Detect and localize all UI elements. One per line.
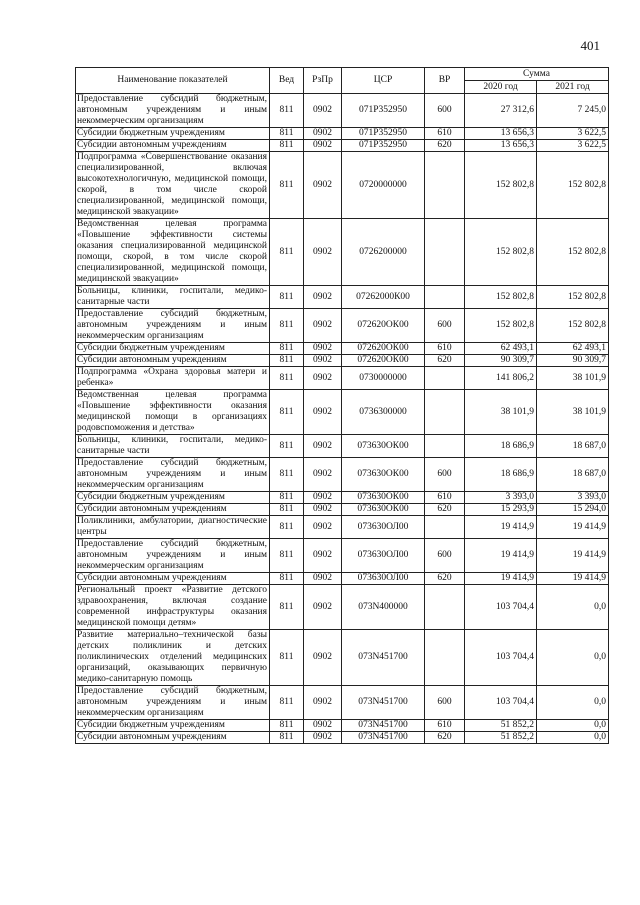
cell-name: Предоставление субсидий бюджетным, автономным учреждениям и иным некоммерческим организациям	[76, 686, 270, 720]
cell-sum-2021: 18 687,0	[537, 458, 609, 492]
table-row	[76, 516, 609, 539]
cell-ved: 811	[270, 504, 304, 516]
cell-name: Субсидии автономным учреждениям	[76, 573, 270, 585]
cell-name: Субсидии автономным учреждениям	[76, 504, 270, 516]
cell-name: Региональный проект «Развитие детского здравоохранения, включая создание современной инфраструктуры оказания медицинской помощи детям»	[76, 585, 270, 630]
table-row	[76, 286, 609, 309]
cell-sum-2020: 90 309,7	[465, 355, 537, 367]
cell-csr: 073N451700	[342, 686, 425, 720]
header-rzpr: РзПр	[304, 68, 342, 94]
table-row	[76, 504, 609, 516]
cell-sum-2020: 62 493,1	[465, 343, 537, 355]
cell-name: Поликлиники, амбулатории, диагностические центры	[76, 516, 270, 539]
header-csr: ЦСР	[342, 68, 425, 94]
cell-ved: 811	[270, 458, 304, 492]
cell-csr: 073N451700	[342, 630, 425, 686]
cell-rzpr: 0902	[304, 219, 342, 286]
table-row	[76, 367, 609, 390]
cell-csr: 072620ОК00	[342, 355, 425, 367]
cell-name: Подпрограмма «Совершенствование оказания специализированной, включая высокотехнологичную, медицинской помощи, скорой, в том числе скорой специализированной, медицинской помощи, медицинской эвакуации»	[76, 152, 270, 219]
header-year-2020: 2020 год	[465, 81, 537, 94]
table-row	[76, 390, 609, 435]
table-row	[76, 720, 609, 732]
cell-vr	[425, 585, 465, 630]
cell-name: Ведомственная целевая программа «Повышение эффективности оказания медицинской помощи в организациях родовспоможения и детства»	[76, 390, 270, 435]
header-sum: Сумма	[465, 68, 609, 81]
table-row	[76, 140, 609, 152]
cell-sum-2021: 152 802,8	[537, 219, 609, 286]
cell-name: Субсидии бюджетным учреждениям	[76, 720, 270, 732]
cell-csr: 073N451700	[342, 732, 425, 744]
cell-sum-2021: 0,0	[537, 630, 609, 686]
cell-sum-2021: 152 802,8	[537, 286, 609, 309]
cell-sum-2021: 18 687,0	[537, 435, 609, 458]
budget-table	[75, 67, 609, 744]
cell-sum-2021: 38 101,9	[537, 390, 609, 435]
cell-name: Предоставление субсидий бюджетным, автономным учреждениям и иным некоммерческим организациям	[76, 309, 270, 343]
cell-rzpr: 0902	[304, 390, 342, 435]
cell-csr: 0736300000	[342, 390, 425, 435]
cell-vr: 620	[425, 355, 465, 367]
cell-ved: 811	[270, 309, 304, 343]
cell-csr: 073630ОЛ00	[342, 573, 425, 585]
table-row	[76, 458, 609, 492]
cell-rzpr: 0902	[304, 458, 342, 492]
cell-sum-2020: 13 656,3	[465, 128, 537, 140]
cell-rzpr: 0902	[304, 94, 342, 128]
cell-vr: 600	[425, 686, 465, 720]
table-row	[76, 219, 609, 286]
cell-rzpr: 0902	[304, 516, 342, 539]
cell-sum-2020: 19 414,9	[465, 539, 537, 573]
cell-rzpr: 0902	[304, 140, 342, 152]
cell-name: Субсидии бюджетным учреждениям	[76, 343, 270, 355]
cell-name: Предоставление субсидий бюджетным, автономным учреждениям и иным некоммерческим организациям	[76, 458, 270, 492]
header-vr: ВР	[425, 68, 465, 94]
cell-rzpr: 0902	[304, 367, 342, 390]
cell-sum-2020: 141 806,2	[465, 367, 537, 390]
cell-csr: 073630ОЛ00	[342, 516, 425, 539]
cell-rzpr: 0902	[304, 152, 342, 219]
cell-rzpr: 0902	[304, 720, 342, 732]
cell-sum-2020: 18 686,9	[465, 435, 537, 458]
cell-vr: 610	[425, 343, 465, 355]
cell-vr	[425, 367, 465, 390]
cell-rzpr: 0902	[304, 286, 342, 309]
cell-rzpr: 0902	[304, 435, 342, 458]
cell-csr: 0726200000	[342, 219, 425, 286]
cell-name: Субсидии автономным учреждениям	[76, 140, 270, 152]
cell-sum-2020: 3 393,0	[465, 492, 537, 504]
cell-sum-2021: 38 101,9	[537, 367, 609, 390]
cell-ved: 811	[270, 516, 304, 539]
cell-ved: 811	[270, 140, 304, 152]
cell-csr: 073630ОК00	[342, 458, 425, 492]
cell-csr: 073630ОК00	[342, 435, 425, 458]
cell-vr: 620	[425, 140, 465, 152]
cell-sum-2020: 15 293,9	[465, 504, 537, 516]
cell-sum-2020: 152 802,8	[465, 309, 537, 343]
cell-sum-2021: 0,0	[537, 732, 609, 744]
table-row	[76, 492, 609, 504]
cell-rzpr: 0902	[304, 539, 342, 573]
table-row	[76, 539, 609, 573]
cell-vr	[425, 516, 465, 539]
cell-csr: 073N400000	[342, 585, 425, 630]
cell-ved: 811	[270, 343, 304, 355]
cell-ved: 811	[270, 152, 304, 219]
cell-sum-2020: 103 704,4	[465, 585, 537, 630]
cell-vr	[425, 152, 465, 219]
cell-sum-2021: 62 493,1	[537, 343, 609, 355]
cell-sum-2020: 38 101,9	[465, 390, 537, 435]
cell-sum-2020: 51 852,2	[465, 732, 537, 744]
cell-sum-2021: 152 802,8	[537, 152, 609, 219]
cell-ved: 811	[270, 492, 304, 504]
cell-ved: 811	[270, 732, 304, 744]
cell-ved: 811	[270, 367, 304, 390]
cell-csr: 071P352950	[342, 140, 425, 152]
cell-csr: 0720000000	[342, 152, 425, 219]
cell-sum-2020: 152 802,8	[465, 219, 537, 286]
cell-rzpr: 0902	[304, 686, 342, 720]
cell-rzpr: 0902	[304, 585, 342, 630]
cell-csr: 0730000000	[342, 367, 425, 390]
cell-sum-2021: 0,0	[537, 585, 609, 630]
cell-vr: 620	[425, 573, 465, 585]
cell-sum-2020: 103 704,4	[465, 630, 537, 686]
cell-sum-2020: 152 802,8	[465, 152, 537, 219]
table-row	[76, 435, 609, 458]
cell-ved: 811	[270, 355, 304, 367]
cell-csr: 071P352950	[342, 128, 425, 140]
cell-ved: 811	[270, 94, 304, 128]
table-row	[76, 630, 609, 686]
cell-name: Субсидии автономным учреждениям	[76, 355, 270, 367]
cell-rzpr: 0902	[304, 492, 342, 504]
page-number: 401	[580, 38, 600, 53]
cell-sum-2020: 51 852,2	[465, 720, 537, 732]
cell-csr: 073630ОК00	[342, 492, 425, 504]
cell-rzpr: 0902	[304, 128, 342, 140]
cell-sum-2020: 19 414,9	[465, 516, 537, 539]
cell-sum-2021: 152 802,8	[537, 309, 609, 343]
cell-csr: 072620ОК00	[342, 343, 425, 355]
cell-sum-2021: 3 622,5	[537, 128, 609, 140]
cell-vr: 600	[425, 309, 465, 343]
cell-vr: 620	[425, 504, 465, 516]
cell-rzpr: 0902	[304, 355, 342, 367]
cell-rzpr: 0902	[304, 732, 342, 744]
cell-sum-2020: 19 414,9	[465, 573, 537, 585]
cell-vr	[425, 390, 465, 435]
cell-name: Субсидии автономным учреждениям	[76, 732, 270, 744]
cell-ved: 811	[270, 435, 304, 458]
cell-ved: 811	[270, 219, 304, 286]
cell-rzpr: 0902	[304, 343, 342, 355]
cell-sum-2020: 27 312,6	[465, 94, 537, 128]
cell-sum-2020: 103 704,4	[465, 686, 537, 720]
cell-vr: 610	[425, 128, 465, 140]
cell-vr: 610	[425, 492, 465, 504]
cell-sum-2020: 152 802,8	[465, 286, 537, 309]
cell-name: Субсидии бюджетным учреждениям	[76, 128, 270, 140]
cell-vr	[425, 219, 465, 286]
cell-sum-2021: 7 245,0	[537, 94, 609, 128]
cell-name: Ведомственная целевая программа «Повышение эффективности системы оказания специализированной медицинской помощи, скорой, в том числе скорой специализированной, медицинской помощи, медицинской эвакуации»	[76, 219, 270, 286]
cell-name: Предоставление субсидий бюджетным, автономным учреждениям и иным некоммерческим организациям	[76, 94, 270, 128]
table-row	[76, 732, 609, 744]
table-row	[76, 686, 609, 720]
header-ved: Вед	[270, 68, 304, 94]
cell-sum-2021: 90 309,7	[537, 355, 609, 367]
cell-sum-2021: 0,0	[537, 686, 609, 720]
cell-rzpr: 0902	[304, 573, 342, 585]
cell-rzpr: 0902	[304, 630, 342, 686]
cell-sum-2021: 0,0	[537, 720, 609, 732]
cell-csr: 073N451700	[342, 720, 425, 732]
table-row	[76, 94, 609, 128]
table-row	[76, 573, 609, 585]
cell-vr: 610	[425, 720, 465, 732]
cell-vr	[425, 286, 465, 309]
cell-vr: 600	[425, 94, 465, 128]
table-row	[76, 343, 609, 355]
cell-sum-2020: 13 656,3	[465, 140, 537, 152]
cell-csr: 07262000К00	[342, 286, 425, 309]
cell-name: Развитие материально–технической базы детских поликлиник и детских поликлинических отделений медицинских организаций, оказывающих первичную медико-санитарную помощь	[76, 630, 270, 686]
cell-csr: 071P352950	[342, 94, 425, 128]
table-row	[76, 585, 609, 630]
cell-vr: 600	[425, 458, 465, 492]
cell-csr: 073630ОЛ00	[342, 539, 425, 573]
cell-name: Предоставление субсидий бюджетным, автономным учреждениям и иным некоммерческим организациям	[76, 539, 270, 573]
cell-sum-2021: 19 414,9	[537, 516, 609, 539]
cell-ved: 811	[270, 128, 304, 140]
cell-ved: 811	[270, 390, 304, 435]
cell-ved: 811	[270, 286, 304, 309]
table-row	[76, 128, 609, 140]
header-name: Наименование показателей	[76, 68, 270, 94]
cell-sum-2021: 3 622,5	[537, 140, 609, 152]
cell-ved: 811	[270, 539, 304, 573]
cell-sum-2021: 3 393,0	[537, 492, 609, 504]
cell-name: Подпрограмма «Охрана здоровья матери и ребенка»	[76, 367, 270, 390]
cell-vr: 620	[425, 732, 465, 744]
cell-vr	[425, 435, 465, 458]
cell-ved: 811	[270, 585, 304, 630]
cell-ved: 811	[270, 630, 304, 686]
cell-sum-2021: 15 294,0	[537, 504, 609, 516]
cell-name: Больницы, клиники, госпитали, медико-санитарные части	[76, 286, 270, 309]
cell-vr	[425, 630, 465, 686]
cell-ved: 811	[270, 720, 304, 732]
cell-vr: 600	[425, 539, 465, 573]
cell-csr: 072620ОК00	[342, 309, 425, 343]
cell-name: Субсидии бюджетным учреждениям	[76, 492, 270, 504]
cell-rzpr: 0902	[304, 309, 342, 343]
cell-csr: 073630ОК00	[342, 504, 425, 516]
cell-name: Больницы, клиники, госпитали, медико-санитарные части	[76, 435, 270, 458]
table-row	[76, 152, 609, 219]
table-row	[76, 309, 609, 343]
cell-sum-2020: 18 686,9	[465, 458, 537, 492]
cell-sum-2021: 19 414,9	[537, 539, 609, 573]
cell-sum-2021: 19 414,9	[537, 573, 609, 585]
table-row	[76, 355, 609, 367]
header-year-2021: 2021 год	[537, 81, 609, 94]
cell-rzpr: 0902	[304, 504, 342, 516]
cell-ved: 811	[270, 573, 304, 585]
table-body	[76, 94, 609, 744]
cell-ved: 811	[270, 686, 304, 720]
